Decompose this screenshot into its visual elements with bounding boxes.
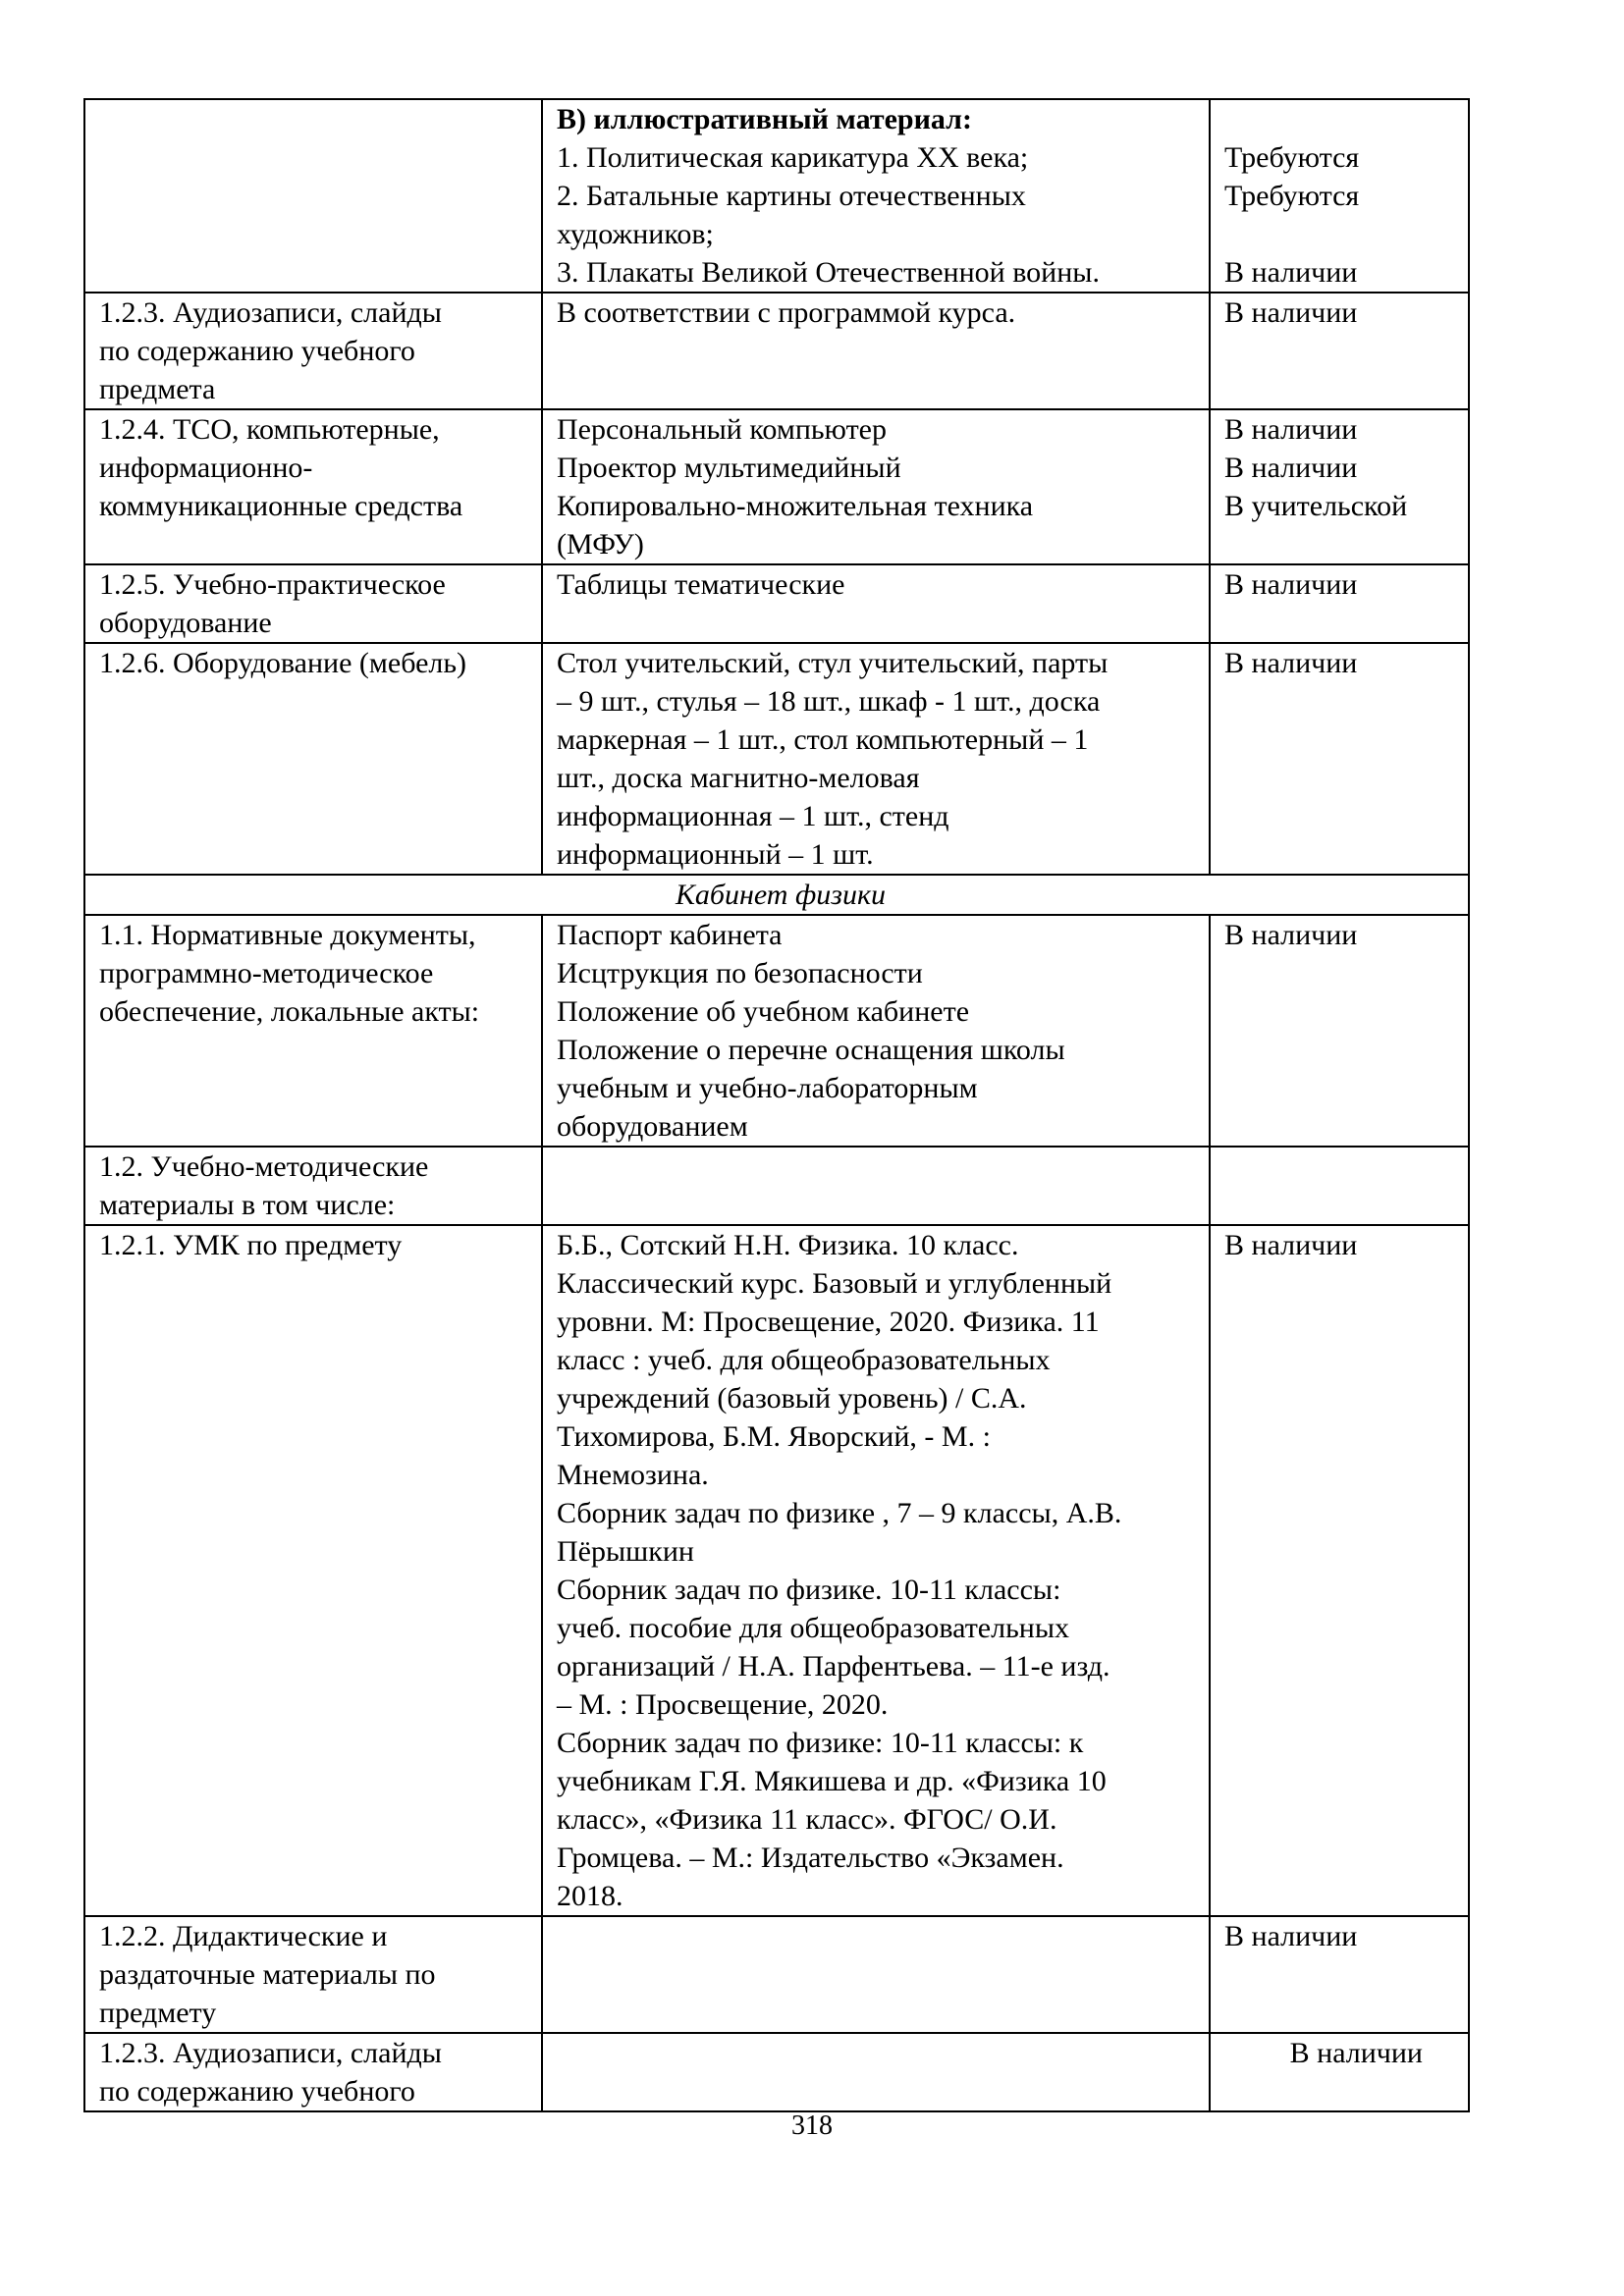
- cell-line: В наличии: [1224, 256, 1358, 289]
- cell-line: оборудованием: [557, 1110, 748, 1143]
- cell-line: Положение об учебном кабинете: [557, 995, 970, 1028]
- cell-line: 1.2.6. Оборудование (мебель): [99, 647, 467, 679]
- cell-line: В наличии: [1224, 919, 1358, 951]
- cell-name: [84, 1916, 542, 2033]
- cell-line: класс : учеб. для общеобразовательных: [557, 1344, 1051, 1376]
- table-row: [84, 564, 1469, 643]
- cell-status: [1210, 1225, 1469, 1916]
- cell-line: В учительской: [1224, 490, 1408, 522]
- section-title: Кабинет физики: [84, 875, 1469, 915]
- cell-line: 1.2.5. Учебно-практическое: [99, 568, 446, 601]
- cell-line: 2. Батальные картины отечественных: [557, 180, 1026, 212]
- page-number: 318: [791, 2110, 833, 2141]
- cell-content: [542, 1916, 1210, 2033]
- cell-line: 1.2.3. Аудиозаписи, слайды: [99, 2037, 442, 2069]
- cell-line: 2018.: [557, 1880, 623, 1912]
- cell-status: [1210, 564, 1469, 643]
- cell-line: информационно-: [99, 452, 313, 484]
- cell-name: [84, 915, 542, 1147]
- cell-name: [84, 409, 542, 564]
- cell-line: по содержанию учебного: [99, 2075, 415, 2108]
- cell-line: 1.2.4. ТСО, компьютерные,: [99, 413, 440, 446]
- cell-line: Сборник задач по физике: 10-11 классы: к: [557, 1727, 1084, 1759]
- cell-content: [542, 915, 1210, 1147]
- table-row: [84, 1147, 1469, 1225]
- table-row: [84, 2033, 1469, 2111]
- cell-line: организаций / Н.А. Парфентьева. – 11-е изд.: [557, 1650, 1110, 1682]
- cell-line: Сборник задач по физике. 10-11 классы:: [557, 1574, 1061, 1606]
- table-row: [84, 1916, 1469, 2033]
- cell-line: Проектор мультимедийный: [557, 452, 901, 484]
- cell-line: художников;: [557, 218, 714, 250]
- cell-line: предмета: [99, 373, 216, 405]
- cell-content: [542, 293, 1210, 409]
- cell-line: В наличии: [1224, 1920, 1358, 1952]
- cell-content: [542, 2033, 1210, 2111]
- table-row: [84, 915, 1469, 1147]
- cell-status: [1210, 2033, 1469, 2111]
- cell-name: [84, 99, 542, 293]
- table-row: [84, 643, 1469, 875]
- cell-line: Б.Б., Сотский Н.Н. Физика. 10 класс.: [557, 1229, 1019, 1261]
- cell-line: В наличии: [1224, 647, 1358, 679]
- cell-line: 1.2.3. Аудиозаписи, слайды: [99, 296, 442, 329]
- cell-name: [84, 564, 542, 643]
- table-row: [84, 409, 1469, 564]
- cell-line: Требуются: [1224, 141, 1360, 174]
- cell-line: информационный – 1 шт.: [557, 838, 874, 871]
- cell-line: Паспорт кабинета: [557, 919, 783, 951]
- cell-line: Классический курс. Базовый и углубленный: [557, 1267, 1112, 1300]
- cell-line: [1224, 100, 1462, 138]
- cell-line: коммуникационные средства: [99, 490, 463, 522]
- cell-name: [84, 293, 542, 409]
- cell-line: учебникам Г.Я. Мякишева и др. «Физика 10: [557, 1765, 1107, 1797]
- cell-line: В) иллюстративный материал:: [557, 103, 972, 135]
- cell-content: [542, 1225, 1210, 1916]
- cell-line: Исцтрукция по безопасности: [557, 957, 923, 989]
- cell-line: Персональный компьютер: [557, 413, 887, 446]
- cell-name: [84, 1147, 542, 1225]
- cell-line: – М. : Просвещение, 2020.: [557, 1688, 889, 1721]
- section-row: [84, 875, 1469, 915]
- cell-line: В наличии: [1224, 452, 1358, 484]
- cell-line: [1224, 215, 1462, 253]
- cell-line: Требуются: [1224, 180, 1360, 212]
- cell-status: [1210, 1916, 1469, 2033]
- table-row: [84, 1225, 1469, 1916]
- cell-line: класс», «Физика 11 класс». ФГОС/ О.И.: [557, 1803, 1057, 1836]
- cell-status: [1210, 99, 1469, 293]
- cell-line: учеб. пособие для общеобразовательных: [557, 1612, 1069, 1644]
- cell-status: [1210, 293, 1469, 409]
- cell-line: Стол учительский, стул учительский, парты: [557, 647, 1109, 679]
- cell-line: 1.2.1. УМК по предмету: [99, 1229, 403, 1261]
- cell-status: [1210, 409, 1469, 564]
- cell-content: [542, 1147, 1210, 1225]
- cell-line: по содержанию учебного: [99, 335, 415, 367]
- cell-line: маркерная – 1 шт., стол компьютерный – 1: [557, 723, 1089, 756]
- cell-line: (МФУ): [557, 528, 644, 561]
- cell-name: [84, 1225, 542, 1916]
- cell-line: 1.2.2. Дидактические и: [99, 1920, 388, 1952]
- cell-line: В наличии: [1224, 568, 1358, 601]
- cell-line: В наличии: [1224, 413, 1358, 446]
- cell-line: предмету: [99, 1997, 217, 2029]
- table-row: [84, 293, 1469, 409]
- table-row: [84, 99, 1469, 293]
- cell-line: материалы в том числе:: [99, 1189, 396, 1221]
- cell-line: Копировально-множительная техника: [557, 490, 1034, 522]
- cell-status: [1210, 643, 1469, 875]
- cell-line: 3. Плакаты Великой Отечественной войны.: [557, 256, 1100, 289]
- cell-content: [542, 643, 1210, 875]
- cell-line: Громцева. – М.: Издательство «Экзамен.: [557, 1842, 1064, 1874]
- cell-line: Тихомирова, Б.М. Яворский, - М. :: [557, 1420, 991, 1453]
- cell-line: Положение о перечне оснащения школы: [557, 1034, 1065, 1066]
- cell-line: раздаточные материалы по: [99, 1958, 436, 1991]
- cell-line: шт., доска магнитно-меловая: [557, 762, 920, 794]
- cell-status: [1210, 915, 1469, 1147]
- cell-line: Сборник задач по физике , 7 – 9 классы, А.В.: [557, 1497, 1122, 1529]
- cell-line: оборудование: [99, 607, 272, 639]
- cell-content: [542, 409, 1210, 564]
- cell-line: 1. Политическая карикатура XX века;: [557, 141, 1029, 174]
- cell-line: В наличии: [1224, 296, 1358, 329]
- cell-line: В наличии: [1224, 1229, 1358, 1261]
- cell-line: 1.1. Нормативные документы,: [99, 919, 476, 951]
- cell-line: 1.2. Учебно-методические: [99, 1150, 429, 1183]
- cell-line: Пёрышкин: [557, 1535, 694, 1568]
- cell-line: учебным и учебно-лабораторным: [557, 1072, 978, 1104]
- cell-content: [542, 99, 1210, 293]
- cell-status: [1210, 1147, 1469, 1225]
- cell-content: [542, 564, 1210, 643]
- cell-line: информационная – 1 шт., стенд: [557, 800, 949, 832]
- cell-line: Таблицы тематические: [557, 568, 845, 601]
- cell-line: программно-методическое: [99, 957, 434, 989]
- cell-line: уровни. М: Просвещение, 2020. Физика. 11: [557, 1306, 1100, 1338]
- equipment-table: [83, 98, 1470, 2112]
- cell-name: [84, 643, 542, 875]
- cell-name: [84, 2033, 542, 2111]
- cell-line: учреждений (базовый уровень) / С.А.: [557, 1382, 1027, 1415]
- cell-line: Мнемозина.: [557, 1459, 709, 1491]
- cell-line: В соответствии с программой курса.: [557, 296, 1016, 329]
- cell-line: обеспечение, локальные акты:: [99, 995, 480, 1028]
- cell-line: – 9 шт., стулья – 18 шт., шкаф - 1 шт., доска: [557, 685, 1101, 718]
- cell-line: В наличии: [1289, 2037, 1423, 2069]
